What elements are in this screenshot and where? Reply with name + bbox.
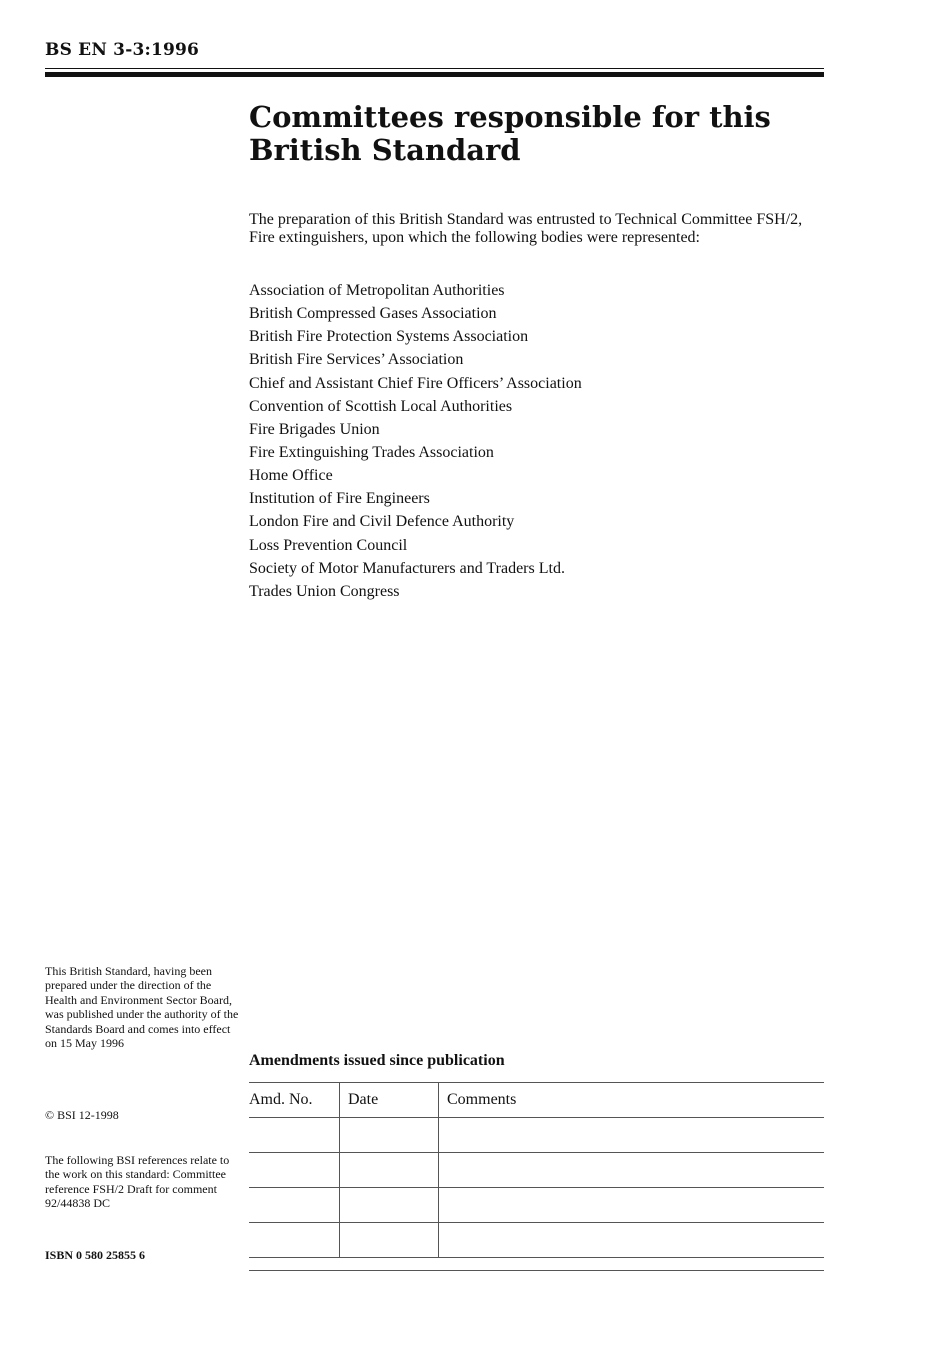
amendments-table bbox=[249, 1082, 824, 1258]
table-cell bbox=[340, 1223, 439, 1258]
list-item: Association of Metropolitan Authorities bbox=[249, 282, 505, 299]
table-cell bbox=[249, 1188, 340, 1223]
list-item: British Compressed Gases Association bbox=[249, 305, 497, 323]
table-cell bbox=[340, 1118, 439, 1153]
table-cell bbox=[249, 1118, 340, 1153]
list-item: Fire Brigades Union bbox=[249, 420, 380, 438]
list-item: Home Office bbox=[249, 467, 333, 485]
footer-rule bbox=[249, 1270, 824, 1271]
list-item: Convention of Scottish Local Authorities bbox=[249, 397, 513, 415]
publication-note: This British Standard, having been prepared under the direction of the Health and Environment Sector Board, was published under the authority of the Standards Board and comes into effect on 15 May 1996 bbox=[45, 964, 239, 1051]
list-item: Trades Union Congress bbox=[249, 582, 400, 600]
list-item: Society of Motor Manufacturers and Traders Ltd. bbox=[249, 559, 565, 577]
column-header-date: Date bbox=[340, 1083, 439, 1118]
copyright-note: © BSI 12-1998 bbox=[45, 1108, 119, 1122]
list-item: Institution of Fire Engineers bbox=[249, 490, 430, 508]
bsi-references-note: The following BSI references relate to the work on this standard: Committee reference FSH/2 Draft for comment 92/44838 DC bbox=[45, 1153, 230, 1211]
list-item: British Fire Services’ Association bbox=[249, 351, 464, 369]
table-cell bbox=[439, 1223, 825, 1258]
table-cell bbox=[249, 1223, 340, 1258]
document-id: BS EN 3-3:1996 bbox=[45, 40, 200, 60]
header-rule-thick bbox=[45, 72, 824, 77]
column-header-comments: Comments bbox=[439, 1083, 825, 1118]
header-rule-thin bbox=[45, 68, 824, 69]
represented-bodies-list bbox=[249, 281, 582, 605]
list-item: Loss Prevention Council bbox=[249, 536, 408, 554]
intro-paragraph: The preparation of this British Standard was entrusted to Technical Committee FSH/2, Fire extinguishers, upon which the following bodies were represented: bbox=[249, 211, 803, 246]
list-item: Fire Extinguishing Trades Association bbox=[249, 443, 494, 461]
table-cell bbox=[439, 1188, 825, 1223]
list-item: Chief and Assistant Chief Fire Officers’ Association bbox=[249, 374, 582, 392]
list-item: British Fire Protection Systems Association bbox=[249, 328, 529, 346]
table-row bbox=[249, 1118, 824, 1153]
table-row bbox=[249, 1153, 824, 1188]
table-cell bbox=[340, 1188, 439, 1223]
table-cell bbox=[439, 1118, 825, 1153]
table-row bbox=[249, 1223, 824, 1258]
list-item: London Fire and Civil Defence Authority bbox=[249, 513, 515, 531]
table-cell bbox=[439, 1153, 825, 1188]
table-header-row bbox=[249, 1083, 824, 1118]
table-cell bbox=[249, 1153, 340, 1188]
page-title: Committees responsible for this British Standard bbox=[249, 100, 771, 167]
isbn: ISBN 0 580 25855 6 bbox=[45, 1248, 146, 1262]
column-header-amd-no: Amd. No. bbox=[249, 1083, 340, 1118]
table-cell bbox=[340, 1153, 439, 1188]
table-row bbox=[249, 1188, 824, 1223]
amendments-title: Amendments issued since publication bbox=[249, 1052, 505, 1069]
